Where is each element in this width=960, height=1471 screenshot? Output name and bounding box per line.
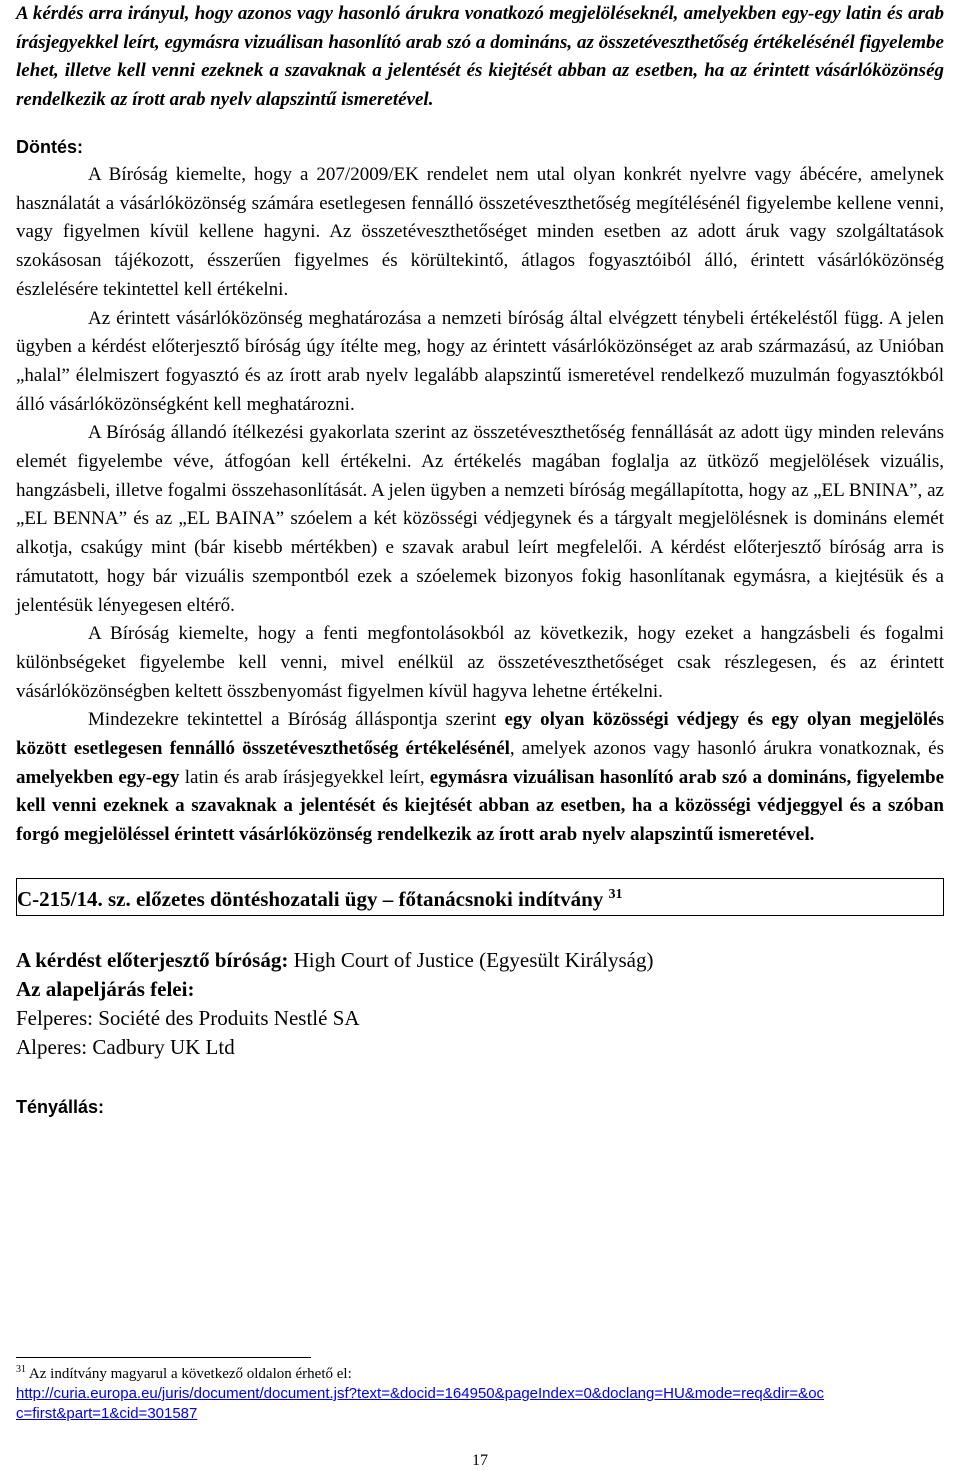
page-number: 17 — [472, 1452, 488, 1469]
decision-conclusion: Mindezekre tekintettel a Bíróság álláspontja szerint egy olyan közösségi védjegy és egy olyan megjelölés között esetlegesen fennálló összetéveszthetőség értékelésénél, amelyek azonos vagy hasonló árukra vonatkoznak, és amelyekben egy-egy latin és arab írásjegyekkel leírt, egymásra vizuálisan hasonlító arab szó a domináns, figyelembe kell venni ezeknek a szavaknak a jelentését és kiejtését abban az esetben, ha a közösségi védjeggyel és a szóban forgó megjelöléssel érintett vásárlóközönség rendelkezik az írott arab nyelv alapszintű ismeretével. — [16, 709, 944, 846]
decision-paragraph-3: A Bíróság állandó ítélkezési gyakorlata szerint az összetéveszthetőség fennállását az adott ügy minden releváns elemét figyelembe véve, átfogóan kell értékelni. Az értékelés magában foglalja az ütköző megjelölések vizuális, hangzásbeli, illetve fogalmi összehasonlítását. A jelen ügyben a nemzeti bíróság megállapította, hogy az „EL BNINA”, az „EL BENNA” és az „EL BAINA” szóelem a két közösségi védjegynek és a tárgyalt megjelölésnek is domináns elemét alkotja, csakúgy mint (bár kisebb mértékben) e szavak arabul leírt megfelelői. A kérdést előterjesztő bíróság arra is rámutatott, hogy bár vizuális szempontból ezek a szóelemek bizonyos fokig hasonlítanak egymásra, a kiejtésük és a jelentésük lényegesen eltérő. — [16, 422, 944, 616]
footnote-text: Az indítvány magyarul a következő oldalon érhető el: — [26, 1366, 352, 1382]
case-title: C-215/14. sz. előzetes döntéshozatali ügy – főtanácsnoki indítvány — [17, 886, 604, 911]
document-page — [16, 0, 944, 1469]
parties-label: Az alapeljárás felei: — [16, 976, 195, 1001]
decision-paragraph-1: A Bíróság kiemelte, hogy a 207/2009/EK rendelet nem utal olyan konkrét nyelvre vagy ábécére, amelynek használatát a vásárlóközönség számára esetlegesen fennálló összetéveszthetőség megítélésénél figyelembe kellene venni, vagy figyelmen kívül kellene hagyni. Az összetéveszthetőséget minden esetben az adott áruk vagy szolgáltatások szokásosan tájékozott, ésszerűen figyelmes és körültekintő, átlagos fogyasztóiból álló, érintett vásárlóközönség észlelésére tekintettel kell értékelni. — [16, 164, 944, 300]
question-paragraph: A kérdés arra irányul, hogy azonos vagy hasonló árukra vonatkozó megjelöléseknél, amelyekben egy-egy latin és arab írásjegyekkel leírt, egymásra vizuálisan hasonlító arab szó a domináns, az összetéveszthetőség értékelésénél figyelembe lehet, illetve kell venni ezeknek a szavaknak a jelentését és kiejtését abban az esetben, ha az érintett vásárlóközönség rendelkezik az írott arab nyelv alapszintű ismeretével. — [16, 3, 944, 110]
plaintiff: Felperes: Société des Produits Nestlé SA — [16, 1005, 360, 1030]
footnote-divider — [16, 1357, 311, 1358]
footnote-ref[interactable]: 31 — [608, 886, 623, 902]
case-info — [16, 946, 944, 1062]
footnote-number: 31 — [16, 1364, 26, 1375]
referring-court: A kérdést előterjesztő bíróság: High Court of Justice (Egyesült Királyság) — [16, 947, 654, 972]
decision-label: Döntés: — [16, 137, 83, 157]
footnote-link[interactable]: http://curia.europa.eu/juris/document/document.jsf?text=&docid=164950&pageIndex=0&doclang=HU&mode=req&dir=&oc c=first&part=1&cid=301587 — [16, 1385, 825, 1422]
footnote — [16, 1360, 944, 1424]
facts-label: Tényállás: — [16, 1096, 105, 1117]
defendant: Alperes: Cadbury UK Ltd — [16, 1034, 235, 1059]
case-title-box — [16, 878, 944, 916]
decision-paragraph-4: A Bíróság kiemelte, hogy a fenti megfontolásokból az következik, hogy ezeket a hangzásbeli és fogalmi különbségeket figyelembe kell venni, mivel enélkül az összetéveszthetőséget csak részlegesen, és az érintett vásárlóközönségben keltett összbenyomást figyelmen kívül hagyva lehetne értékelni. — [16, 623, 944, 702]
decision-paragraph-2: Az érintett vásárlóközönség meghatározása a nemzeti bíróság által elvégzett ténybeli értékeléstől függ. A jelen ügyben a kérdést előterjesztő bíróság úgy ítélte meg, hogy az érintett vásárlóközönséget az arab származású, az Unióban „halal” élelmiszert fogyasztó és az írott arab nyelv legalább alapszintű ismeretével rendelkező muzulmán fogyasztókból álló vásárlóközönségként kell meghatározni. — [16, 307, 944, 415]
